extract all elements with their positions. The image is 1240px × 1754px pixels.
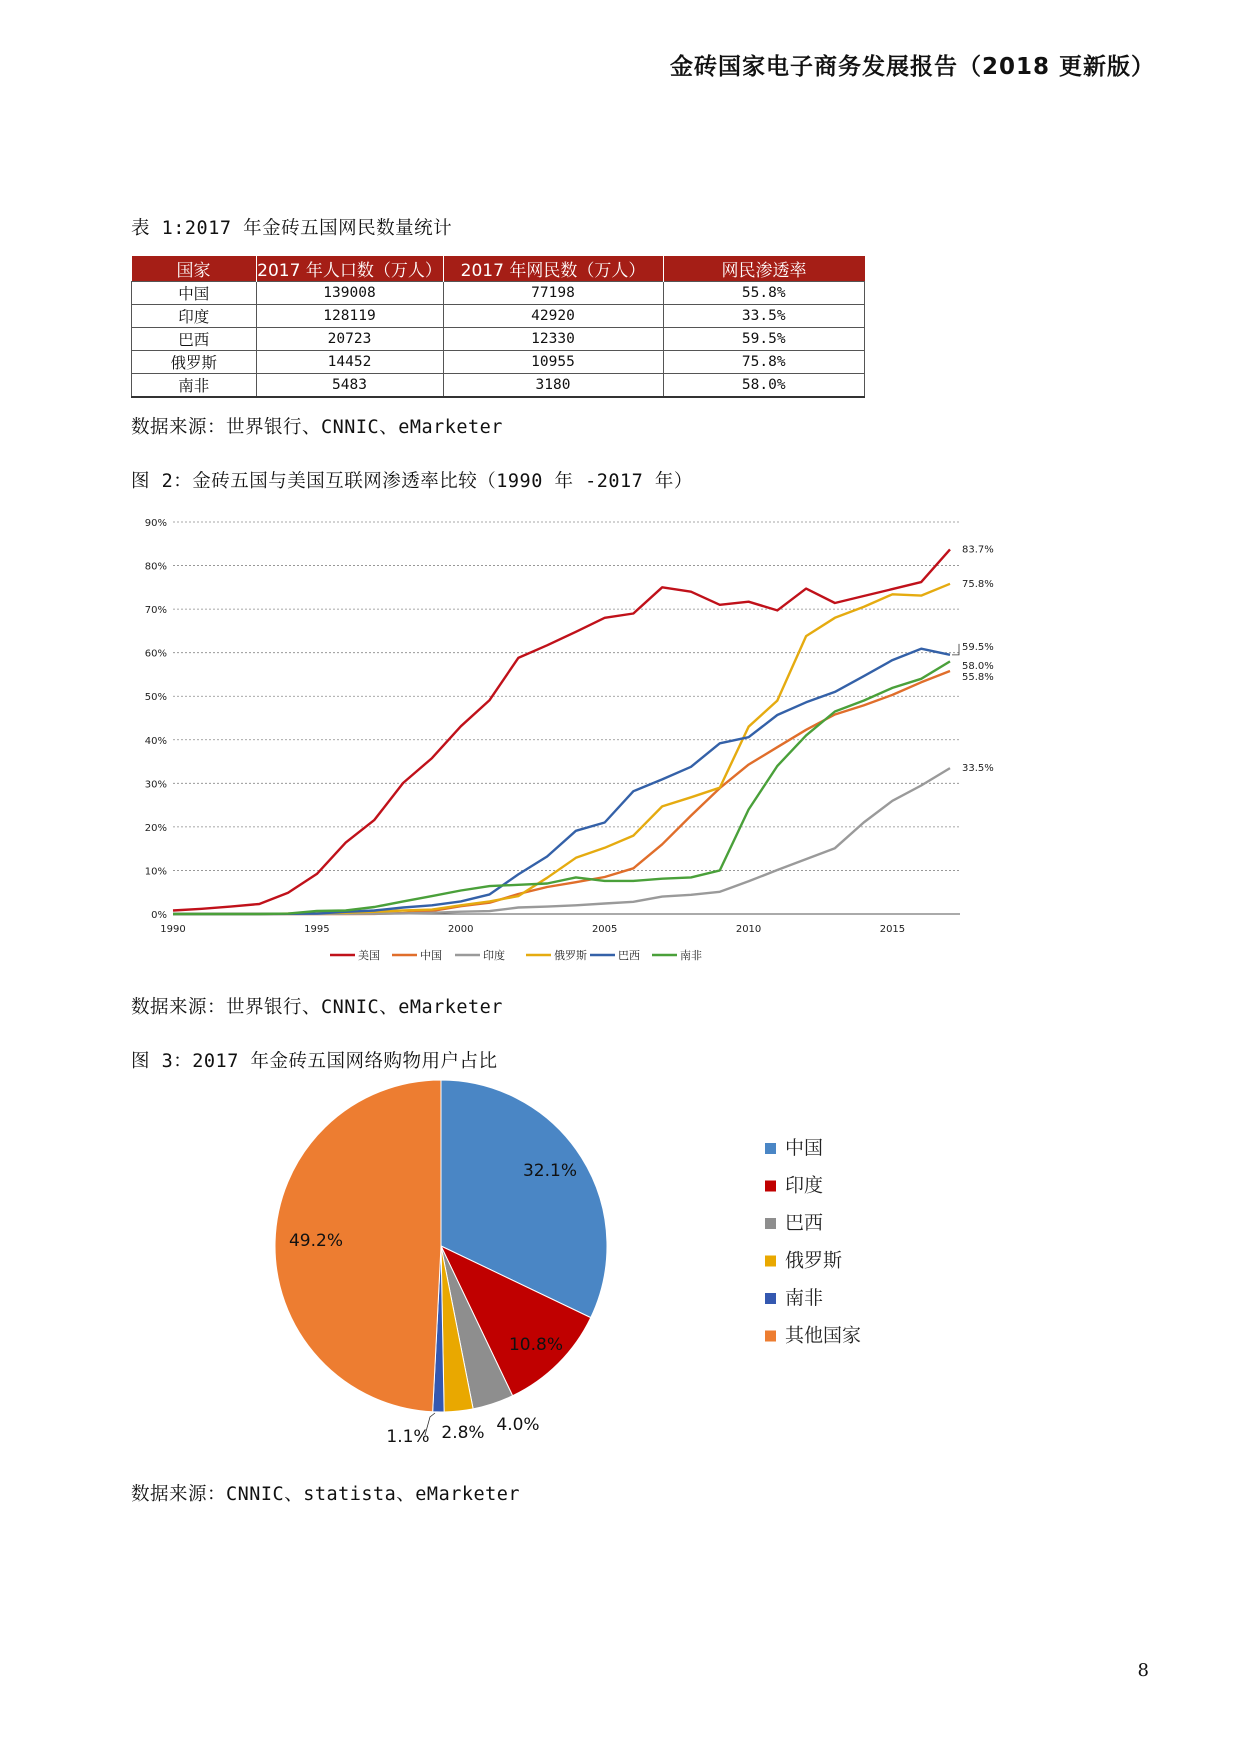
table-row [132,328,865,351]
legend-item [590,949,640,962]
y-tick-label: 60% [144,648,167,660]
legend-item [455,948,505,962]
slice-value-label: 1.1% [386,1427,430,1447]
table-caption: 表 1:2017 年金砖五国网民数量统计 [131,218,453,239]
y-tick-label: 30% [144,779,167,791]
table-row [132,351,865,374]
legend-label: 南非 [785,1287,824,1309]
cell-netizens: 77198 [443,282,663,305]
page-number: 8 [1137,1660,1149,1681]
series-line-0 [173,549,950,910]
legend-label: 中国 [420,949,442,962]
cell-country: 印度 [132,305,257,328]
legend-item [765,1287,823,1309]
legend-swatch [765,1331,776,1342]
cell-penetration: 33.5% [663,305,865,328]
legend-label: 其他国家 [785,1324,862,1347]
cell-penetration: 58.0% [663,374,865,398]
cell-penetration: 75.8% [663,351,865,374]
page-header-title: 金砖国家电子商务发展报告（2018 更新版） [669,54,1155,80]
figure2-caption: 图 2：金砖五国与美国互联网渗透率比较（1990 年 -2017 年） [131,471,693,492]
cell-population: 14452 [256,351,443,374]
legend-swatch [765,1256,776,1267]
internet-users-table [131,256,865,398]
slice-value-label: 49.2% [288,1231,344,1251]
cell-penetration: 59.5% [663,328,865,351]
x-tick-label: 2005 [591,924,618,935]
x-tick-label: 2015 [879,924,906,935]
column-header-penetration: 网民渗透率 [663,256,865,282]
penetration-line-chart [130,510,994,980]
legend-swatch [765,1293,776,1304]
table-header-row [132,256,865,282]
legend-item [652,948,702,962]
cell-country: 中国 [132,282,257,305]
legend-swatch [765,1181,776,1192]
end-value-label: 33.5% [962,763,994,775]
slice-value-label: 2.8% [441,1423,485,1443]
legend-item [765,1212,823,1234]
legend-label: 印度 [483,949,505,962]
cell-netizens: 3180 [443,374,663,398]
column-header-population: 2017 年人口数（万人） [256,256,443,282]
legend-label: 巴西 [618,949,640,962]
legend-label: 南非 [680,949,702,962]
cell-population: 5483 [256,374,443,398]
cell-netizens: 42920 [443,305,663,328]
y-tick-label: 50% [144,692,167,704]
legend-label: 美国 [358,949,380,962]
end-value-label: 58.0% [962,660,994,672]
column-header-netizens: 2017 年网民数（万人） [443,256,663,282]
y-tick-label: 0% [151,910,167,921]
series-line-1 [173,671,950,914]
y-tick-label: 40% [144,735,167,747]
cell-population: 20723 [256,328,443,351]
legend-item [765,1325,861,1347]
cell-population: 128119 [256,305,443,328]
legend-label: 俄罗斯 [554,949,587,962]
y-tick-label: 90% [144,518,167,529]
legend-item [765,1137,823,1159]
column-header-country: 国家 [132,256,257,282]
series-line-3 [173,584,950,914]
table-row [132,305,865,328]
legend-label: 中国 [785,1137,824,1159]
slice-value-label: 4.0% [496,1415,540,1435]
legend-label: 巴西 [785,1212,824,1234]
legend-item [392,948,442,962]
cell-country: 巴西 [132,328,257,351]
cell-netizens: 10955 [443,351,663,374]
legend-item [765,1175,823,1197]
x-tick-label: 2000 [448,924,474,935]
end-value-label: 59.5% [962,641,994,653]
legend-swatch [765,1218,776,1229]
table-row [132,374,865,398]
figure3-caption: 图 3：2017 年金砖五国网络购物用户占比 [131,1051,498,1072]
y-tick-label: 10% [144,866,167,878]
y-tick-label: 70% [144,605,167,617]
cell-country: 俄罗斯 [132,351,257,374]
cell-penetration: 55.8% [663,282,865,305]
end-value-label: 75.8% [962,578,994,590]
slice-value-label: 32.1% [522,1161,578,1181]
legend-item [330,949,380,962]
label-leader [952,644,959,655]
x-tick-label: 1990 [160,924,186,935]
y-tick-label: 80% [144,561,167,573]
x-tick-label: 1995 [304,924,330,935]
end-value-label: 55.8% [962,671,994,683]
y-tick-label: 20% [144,822,167,834]
online-shoppers-pie-chart [130,1080,930,1480]
table-row [132,282,865,305]
slice-value-label: 10.8% [508,1335,564,1355]
end-value-label: 83.7% [962,544,994,556]
table-source-note: 数据来源：世界银行、CNNIC、eMarketer [131,417,503,438]
series-line-4 [173,649,950,914]
figure2-source-note: 数据来源：世界银行、CNNIC、eMarketer [131,997,503,1018]
legend-swatch [765,1143,776,1154]
cell-country: 南非 [132,374,257,398]
x-tick-label: 2010 [735,924,762,935]
cell-netizens: 12330 [443,328,663,351]
legend-label: 印度 [785,1174,824,1197]
cell-population: 139008 [256,282,443,305]
legend-item [765,1250,842,1272]
series-line-5 [173,661,950,914]
figure3-source-note: 数据来源：CNNIC、statista、eMarketer [131,1484,521,1505]
legend-item [526,948,587,962]
legend-label: 俄罗斯 [785,1249,843,1272]
